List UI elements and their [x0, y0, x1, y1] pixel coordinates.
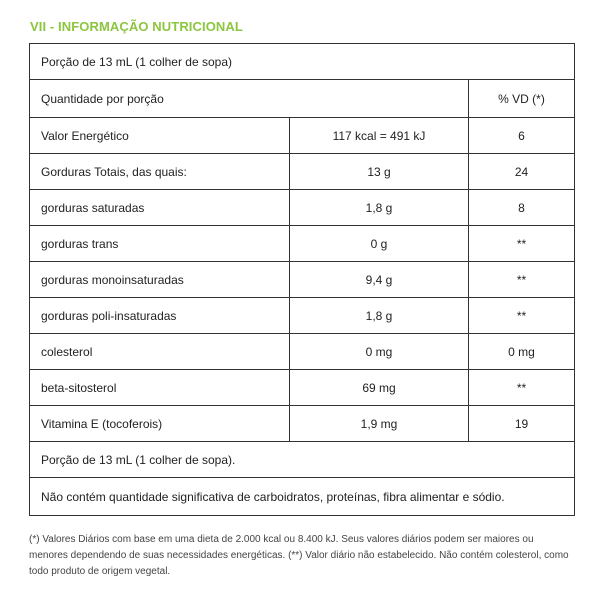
nutrient-name: Valor Energético	[30, 118, 290, 154]
nutrient-vd: 8	[469, 190, 575, 226]
nutrient-vd: 6	[469, 118, 575, 154]
portion-text: Porção de 13 mL (1 colher de sopa)	[30, 44, 575, 80]
nutrient-vd: 24	[469, 154, 575, 190]
nutrient-vd: 0 mg	[469, 334, 575, 370]
portion-bottom-text: Porção de 13 mL (1 colher de sopa).	[30, 442, 575, 478]
footnote-text: (*) Valores Diários com base em uma dieta de 2.000 kcal ou 8.400 kJ. Seus valores diários podem ser maiores ou menores dependendo de suas necessidades energéticas. (**) Valor diário não estabelecido. Não contém colesterol, como todo produto de origem vegetal.	[29, 534, 569, 577]
nutrient-amount: 117 kcal = 491 kJ	[290, 118, 469, 154]
table-row	[30, 154, 575, 190]
portion-bottom-row	[30, 442, 575, 478]
nutrient-name: gorduras saturadas	[30, 190, 290, 226]
vd-header: % VD (*)	[469, 80, 575, 118]
nutrient-vd: **	[469, 370, 575, 406]
table-row	[30, 298, 575, 334]
nutrient-name: gorduras trans	[30, 226, 290, 262]
nutrient-name: Vitamina E (tocoferois)	[30, 406, 290, 442]
table-row	[30, 334, 575, 370]
nutrient-amount: 0 mg	[290, 334, 469, 370]
nutrient-vd: **	[469, 298, 575, 334]
nutrient-amount: 1,9 mg	[290, 406, 469, 442]
nutrient-name: beta-sitosterol	[30, 370, 290, 406]
nutrient-amount: 13 g	[290, 154, 469, 190]
table-row	[30, 406, 575, 442]
nutrient-amount: 0 g	[290, 226, 469, 262]
nutrient-amount: 69 mg	[290, 370, 469, 406]
section-heading: VII - INFORMAÇÃO NUTRICIONAL	[30, 19, 243, 34]
nutrient-vd: **	[469, 226, 575, 262]
nutrient-amount: 9,4 g	[290, 262, 469, 298]
nutrient-amount: 1,8 g	[290, 298, 469, 334]
nutrient-name: colesterol	[30, 334, 290, 370]
note-row	[30, 478, 575, 516]
table-row	[30, 190, 575, 226]
nutrient-name: gorduras poli-insaturadas	[30, 298, 290, 334]
table-row	[30, 118, 575, 154]
nutrition-table	[29, 43, 575, 516]
nutrient-vd: **	[469, 262, 575, 298]
table-row	[30, 226, 575, 262]
nutrient-amount: 1,8 g	[290, 190, 469, 226]
note-text: Não contém quantidade significativa de carboidratos, proteínas, fibra alimentar e sódio.	[30, 478, 575, 516]
nutrient-name: Gorduras Totais, das quais:	[30, 154, 290, 190]
quantity-header: Quantidade por porção	[30, 80, 469, 118]
portion-row	[30, 44, 575, 80]
table-row	[30, 370, 575, 406]
nutrient-vd: 19	[469, 406, 575, 442]
table-row	[30, 262, 575, 298]
nutrient-name: gorduras monoinsaturadas	[30, 262, 290, 298]
header-row	[30, 80, 575, 118]
